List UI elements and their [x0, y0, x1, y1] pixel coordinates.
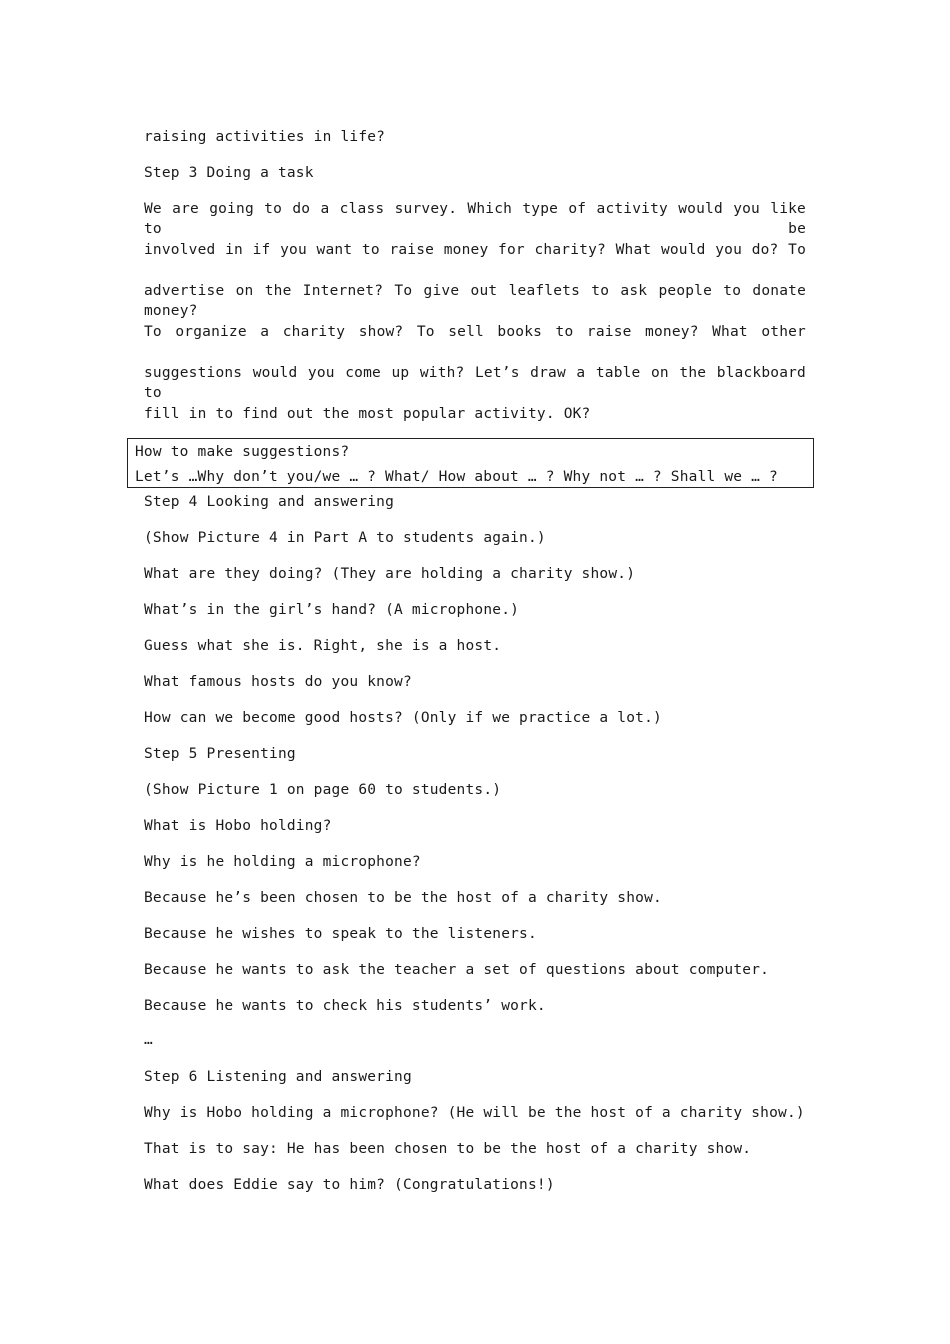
- text-line: Because he wishes to speak to the listeners.: [144, 926, 537, 942]
- text-line: How can we become good hosts? (Only if we practice a lot.): [144, 710, 662, 726]
- step-4-heading: Step 4 Looking and answering: [144, 494, 395, 510]
- text-line: What are they doing? (They are holding a charity show.): [144, 566, 636, 582]
- suggestions-box: [127, 438, 814, 488]
- text-line: What’s in the girl’s hand? (A microphone.): [144, 602, 520, 618]
- text-line: (Show Picture 1 on page 60 to students.): [144, 782, 502, 798]
- task-paragraph: [144, 199, 806, 445]
- text-line: Because he wants to ask the teacher a set of questions about computer.: [144, 962, 770, 978]
- paragraph-line: advertise on the Internet? To give out leaflets to ask people to donate money?: [144, 283, 806, 319]
- text-line: Because he wants to check his students’ work.: [144, 998, 546, 1014]
- paragraph-line: To organize a charity show? To sell books to raise money? What other: [144, 324, 806, 340]
- text-line-continuation: raising activities in life?: [144, 129, 386, 145]
- text-line: What is Hobo holding?: [144, 818, 332, 834]
- paragraph-line: suggestions would you come up with? Let’s draw a table on the blackboard to: [144, 365, 806, 401]
- step-5-heading: Step 5 Presenting: [144, 746, 296, 762]
- paragraph-line: involved in if you want to raise money for charity? What would you do? To: [144, 242, 806, 258]
- text-line: (Show Picture 4 in Part A to students again.): [144, 530, 546, 546]
- text-line: Why is Hobo holding a microphone? (He will be the host of a charity show.): [144, 1105, 805, 1121]
- suggestions-box-content: Let’s …Why don’t you/we … ? What/ How about … ? Why not … ? Shall we … ?: [135, 469, 778, 485]
- step-6-heading: Step 6 Listening and answering: [144, 1069, 412, 1085]
- step-3-heading: Step 3 Doing a task: [144, 165, 314, 181]
- ellipsis-line: …: [144, 1032, 153, 1048]
- paragraph-line: fill in to find out the most popular activity. OK?: [144, 406, 591, 422]
- text-line: Why is he holding a microphone?: [144, 854, 421, 870]
- text-line: Because he’s been chosen to be the host of a charity show.: [144, 890, 662, 906]
- text-line: What famous hosts do you know?: [144, 674, 412, 690]
- text-line: That is to say: He has been chosen to be the host of a charity show.: [144, 1141, 752, 1157]
- paragraph-line: We are going to do a class survey. Which type of activity would you like to be: [144, 201, 806, 237]
- suggestions-box-title: How to make suggestions?: [135, 444, 350, 460]
- text-line: Guess what she is. Right, she is a host.: [144, 638, 502, 654]
- text-line: What does Eddie say to him? (Congratulations!): [144, 1177, 555, 1193]
